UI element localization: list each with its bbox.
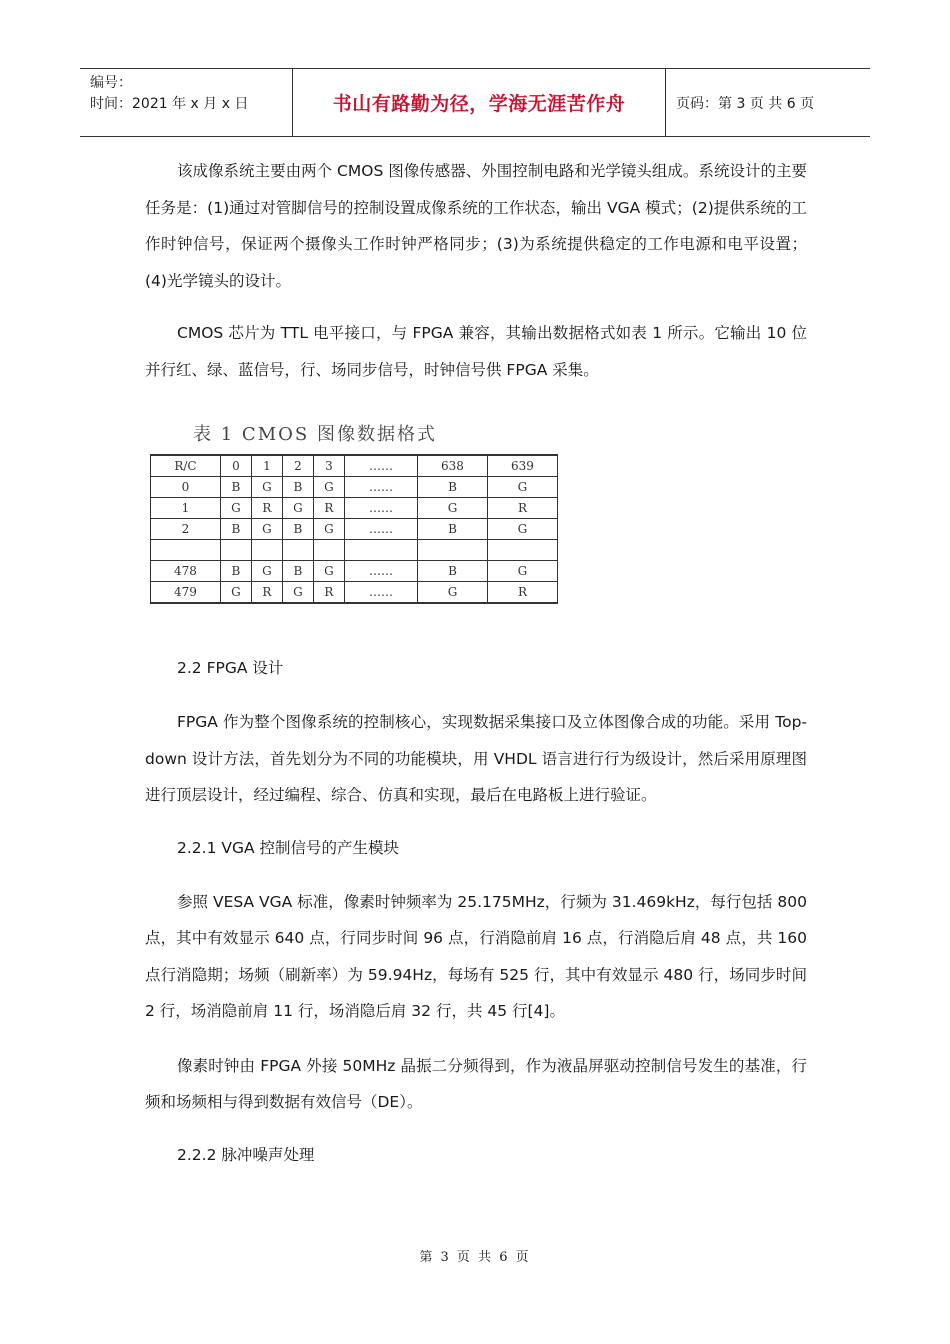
table-cell: …… (344, 519, 417, 540)
table-cell: R/C (151, 455, 221, 477)
table-cell: G (313, 519, 344, 540)
cmos-format-table (150, 454, 558, 604)
table-cell: B (418, 477, 488, 498)
table-cell: 638 (418, 455, 488, 477)
table-cell: …… (344, 477, 417, 498)
page-footer: 第 3 页 共 6 页 (419, 1250, 531, 1265)
table-cell: G (220, 498, 251, 519)
table-cell: R (313, 498, 344, 519)
table-cell: G (282, 498, 313, 519)
table-row (151, 582, 558, 604)
table-cell: B (282, 561, 313, 582)
table-cell: 3 (313, 455, 344, 477)
table-cell: 639 (487, 455, 557, 477)
table-cell: B (220, 519, 251, 540)
table-cell: B (282, 477, 313, 498)
table-cell: 1 (151, 498, 221, 519)
table-cell: …… (344, 498, 417, 519)
header-page-label: 页码：第 3 页 共 6 页 (676, 95, 815, 112)
table-cell (418, 540, 488, 561)
table-cell: B (418, 561, 488, 582)
table-cell: B (220, 561, 251, 582)
table-cell (344, 540, 417, 561)
table-cell: B (282, 519, 313, 540)
table-cell: G (418, 498, 488, 519)
table-cell: R (313, 582, 344, 604)
table-cell: G (487, 477, 557, 498)
table-cell: R (251, 582, 282, 604)
number-label: 编号： (90, 75, 132, 91)
table-cell: 0 (220, 455, 251, 477)
table-cell: G (282, 582, 313, 604)
table-cell (220, 540, 251, 561)
table-cell: 478 (151, 561, 221, 582)
table-title: 表 1 CMOS 图像数据格式 (193, 424, 437, 445)
table-row (151, 540, 558, 561)
section-heading-2-2-2: 2.2.2 脉冲噪声处理 (177, 1145, 315, 1164)
table-cell: 2 (151, 519, 221, 540)
table-cell: B (418, 519, 488, 540)
table-row (151, 561, 558, 582)
table-row (151, 477, 558, 498)
table-cell (282, 540, 313, 561)
paragraph-pixel-clock: 像素时钟由 FPGA 外接 50MHz 晶振二分频得到，作为液晶屏驱动控制信号发生的基准，行频和场频相与得到数据有效信号（DE）。 (145, 1056, 807, 1111)
table-cell (313, 540, 344, 561)
cmos-format-table-block (150, 420, 560, 604)
table-row (151, 519, 558, 540)
table-cell: G (251, 561, 282, 582)
page-header (80, 68, 870, 137)
document-body-lower (145, 650, 807, 1173)
table-cell: G (418, 582, 488, 604)
document-body (145, 153, 807, 388)
table-cell: G (313, 477, 344, 498)
paragraph-cmos-interface: CMOS 芯片为 TTL 电平接口，与 FPGA 兼容，其输出数据格式如表 1 所示。它输出 10 位并行红、绿、蓝信号，行、场同步信号，时钟信号供 FPGA 采集。 (145, 324, 807, 379)
table-cell: R (487, 582, 557, 604)
table-cell: 0 (151, 477, 221, 498)
table-cell: G (487, 561, 557, 582)
table-cell: R (487, 498, 557, 519)
header-meta (80, 69, 293, 136)
table-cell: 2 (282, 455, 313, 477)
table-cell: R (251, 498, 282, 519)
table-cell: G (251, 477, 282, 498)
table-cell: 1 (251, 455, 282, 477)
table-cell: …… (344, 561, 417, 582)
table-row (151, 498, 558, 519)
paragraph-system-overview: 该成像系统主要由两个 CMOS 图像传感器、外围控制电路和光学镜头组成。系统设计的主要任务是：(1)通过对管脚信号的控制设置成像系统的工作状态，输出 VGA 模式；(2)提供系统的工作时钟信号，保证两个摄像头工作时钟严格同步；(3)为系统提供稳定的工作电源和电平设置；(4)光学镜头的设计。 (145, 162, 807, 290)
table-cell: 479 (151, 582, 221, 604)
table-cell: B (220, 477, 251, 498)
table-cell: G (313, 561, 344, 582)
header-motto: 书山有路勤为径，学海无涯苦作舟 (293, 69, 666, 136)
table-header-row (151, 455, 558, 477)
table-cell: …… (344, 582, 417, 604)
paragraph-fpga-design: FPGA 作为整个图像系统的控制核心，实现数据采集接口及立体图像合成的功能。采用 Top-down 设计方法，首先划分为不同的功能模块，用 VHDL 语言进行行为级设计，然后采用原理图进行顶层设计，经过编程、综合、仿真和实现，最后在电路板上进行验证。 (145, 713, 807, 804)
table-cell (251, 540, 282, 561)
table-cell: G (251, 519, 282, 540)
paragraph-vga-timing: 参照 VESA VGA 标准，像素时钟频率为 25.175MHz，行频为 31.469kHz，每行包括 800 点，其中有效显示 640 点，行同步时间 96 点，行消隐前肩 16 点，行消隐后肩 48 点，共 160 点行消隐期；场频（刷新率）为 59.94Hz，每场有 525 行，其中有效显示 480 行，场同步时间 2 行，场消隐前肩 11 行，场消隐后肩 32 行，共 45 行[4]。 (145, 892, 807, 1020)
table-cell: G (220, 582, 251, 604)
section-heading-2-2-1: 2.2.1 VGA 控制信号的产生模块 (177, 838, 400, 857)
table-cell: G (487, 519, 557, 540)
date-label: 时间：2021 年 x 月 x 日 (90, 96, 249, 112)
section-heading-2-2: 2.2 FPGA 设计 (177, 659, 284, 677)
table-cell (151, 540, 221, 561)
table-cell: …… (344, 455, 417, 477)
table-cell (487, 540, 557, 561)
